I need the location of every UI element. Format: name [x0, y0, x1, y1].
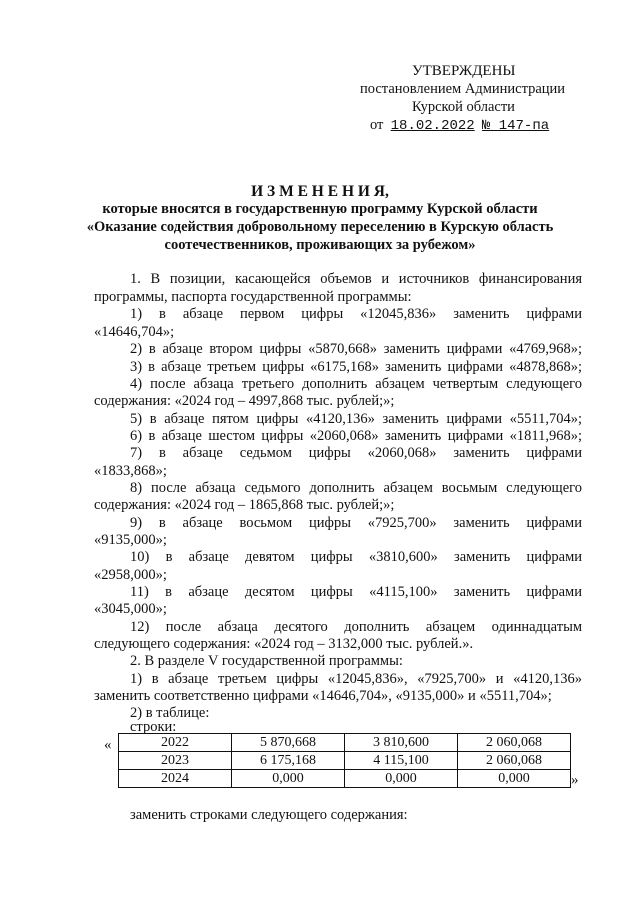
body-line: содержания: «2024 год – 4997,868 тыс. рублей;»;	[94, 393, 395, 409]
body-line: 5) в абзаце пятом цифры «4120,136» заменить цифрами «5511,704»;	[130, 411, 582, 427]
body-line: «1833,868»;	[94, 463, 167, 479]
body-line: программы, паспорта государственной программы:	[94, 289, 412, 305]
table-row	[119, 752, 571, 770]
body-line: строки:	[130, 719, 177, 735]
table-cell: 5 870,668	[232, 734, 345, 752]
approval-number: № 147-па	[481, 118, 550, 134]
approval-from: от	[370, 117, 384, 133]
body-line: 6) в абзаце шестом цифры «2060,068» заменить цифрами «1811,968»;	[130, 428, 582, 444]
body-line: 2) в таблице:	[130, 705, 210, 721]
table-cell: 2022	[119, 734, 232, 752]
body-line: содержания: «2024 год – 1865,868 тыс. рублей;»;	[94, 497, 395, 513]
table-cell: 0,000	[345, 770, 458, 788]
body-line: 12) после абзаца десятого дополнить абзацем одиннадцатым	[130, 619, 582, 635]
body-line: «14646,704»;	[94, 324, 175, 340]
table-cell: 0,000	[232, 770, 345, 788]
table-row	[119, 770, 571, 788]
body-line: «3045,000»;	[94, 601, 167, 617]
table-cell: 2023	[119, 752, 232, 770]
document-subtitle-1: которые вносятся в государственную программу Курской области	[102, 201, 538, 217]
approval-date-line	[370, 116, 549, 136]
body-line: 7) в абзаце седьмом цифры «2060,068» заменить цифрами	[130, 445, 582, 461]
document-subtitle-2: «Оказание содействия добровольному переселению в Курскую область	[86, 219, 554, 235]
table-cell: 2024	[119, 770, 232, 788]
table-cell: 3 810,600	[345, 734, 458, 752]
footer-line: заменить строками следующего содержания:	[130, 807, 408, 823]
body-line: 3) в абзаце третьем цифры «6175,168» заменить цифрами «4878,868»;	[130, 359, 582, 375]
approval-issuer: постановлением Администрации	[360, 81, 566, 97]
document-subtitle-3: соотечественников, проживающих за рубежом»	[164, 237, 476, 253]
body-line: «2958,000»;	[94, 567, 167, 583]
body-line: 9) в абзаце восьмом цифры «7925,700» заменить цифрами	[130, 515, 582, 531]
table-open-quote: «	[104, 737, 112, 753]
body-line: следующего содержания: «2024 год – 3132,000 тыс. рублей.».	[94, 636, 474, 652]
table-row	[119, 734, 571, 752]
approval-date: 18.02.2022	[390, 118, 475, 134]
approval-title: УТВЕРЖДЕНЫ	[412, 63, 516, 79]
table-cell: 2 060,068	[458, 752, 571, 770]
body-line: 8) после абзаца седьмого дополнить абзацем восьмым следующего	[130, 480, 582, 496]
table-cell: 0,000	[458, 770, 571, 788]
table-cell: 4 115,100	[345, 752, 458, 770]
approval-region: Курской области	[412, 99, 515, 115]
document-title: И З М Е Н Е Н И Я,	[251, 183, 389, 200]
body-line: 1) в абзаце третьем цифры «12045,836», «7925,700» и «4120,136»	[130, 671, 582, 687]
body-line: 1) в абзаце первом цифры «12045,836» заменить цифрами	[130, 306, 582, 322]
table-cell: 6 175,168	[232, 752, 345, 770]
body-line: заменить соответственно цифрами «14646,704», «9135,000» и «5511,704»;	[94, 688, 552, 704]
body-line: 1. В позиции, касающейся объемов и источников финансирования	[130, 271, 582, 287]
body-line: 2) в абзаце втором цифры «5870,668» заменить цифрами «4769,968»;	[130, 341, 582, 357]
data-table	[118, 733, 571, 788]
table-close-quote: »	[571, 772, 579, 788]
body-line: 10) в абзаце девятом цифры «3810,600» заменить цифрами	[130, 549, 582, 565]
body-line: 4) после абзаца третьего дополнить абзацем четвертым следующего	[130, 376, 582, 392]
body-line: 11) в абзаце десятом цифры «4115,100» заменить цифрами	[130, 584, 582, 600]
body-line: «9135,000»;	[94, 532, 167, 548]
body-line: 2. В разделе V государственной программы:	[130, 653, 403, 669]
table-cell: 2 060,068	[458, 734, 571, 752]
